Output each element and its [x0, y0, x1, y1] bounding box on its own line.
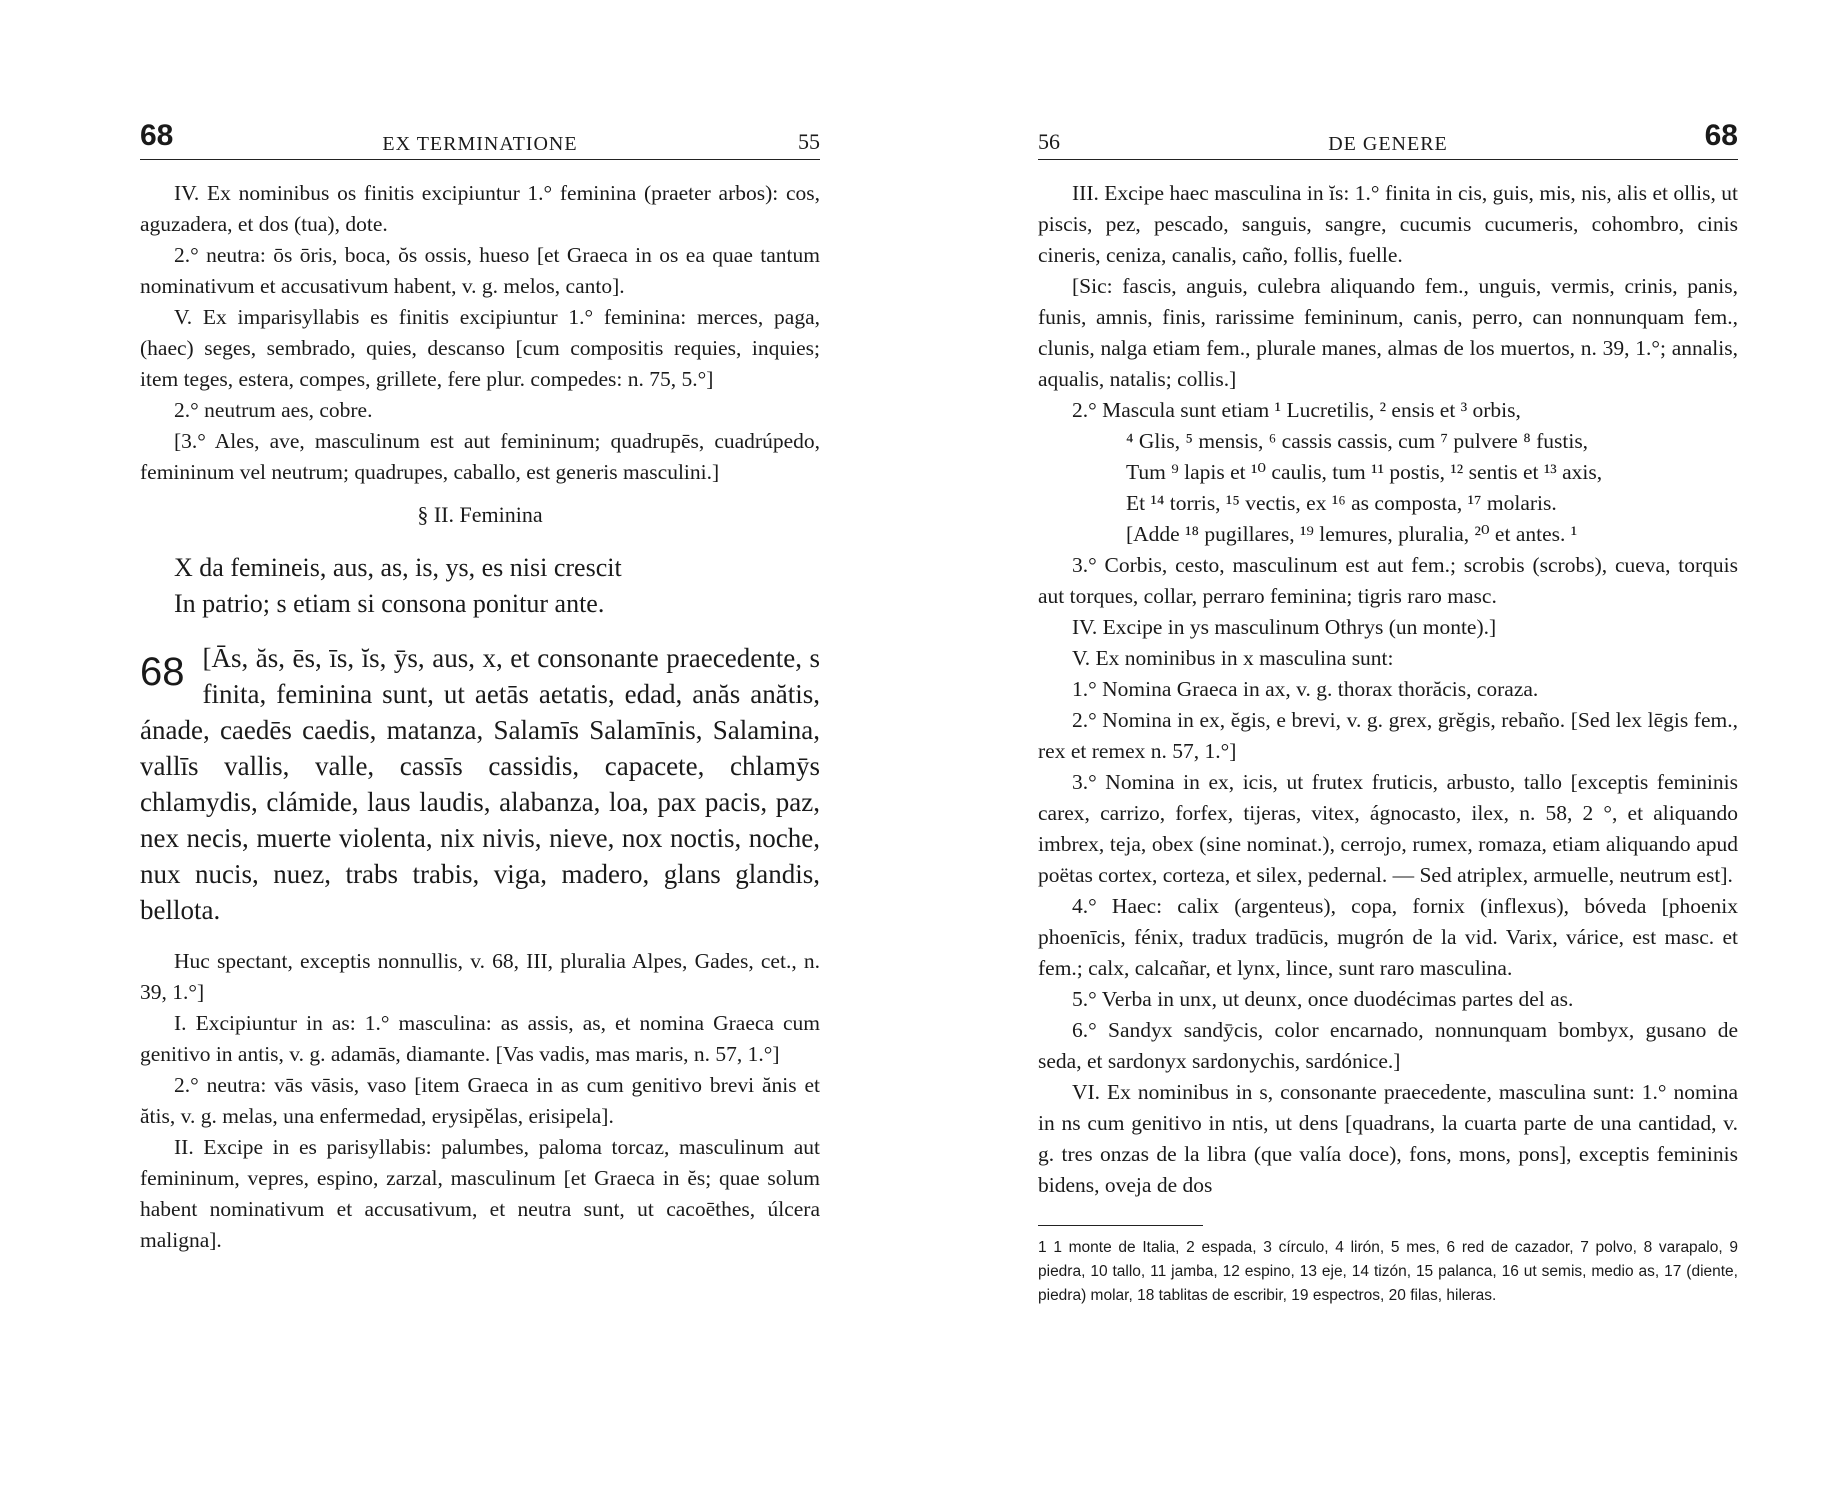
paragraph: IV. Excipe in ys masculinum Othrys (un monte).] [1072, 615, 1497, 639]
verse-line: 2.° Mascula sunt etiam ¹ Lucretilis, ² ensis et ³ orbis, [1072, 398, 1521, 422]
rule-block [140, 640, 820, 928]
paragraph: [Sic: fascis, anguis, culebra aliquando fem., unguis, vermis, crinis, panis, funis, amnis, finis, rarissime femininum, canis, perro, can nonnunquam fem., clunis, nalga etiam fem., plurale manes, almas de los muertos, n. 39, 1.°; annalis, aqualis, natalis; collis.] [1038, 274, 1738, 391]
paragraph: 2.° Nomina in ex, ĕgis, e brevi, v. g. grex, grĕgis, rebaño. [Sed lex lēgis fem., rex et remex n. 57, 1.°] [1038, 708, 1738, 763]
paragraph: 1.° Nomina Graeca in ax, v. g. thorax thorăcis, coraza. [1072, 677, 1539, 701]
paragraph: 2.° neutrum aes, cobre. [174, 398, 373, 422]
paragraph: Huc spectant, exceptis nonnullis, v. 68, III, pluralia Alpes, Gades, cet., n. 39, 1.°] [140, 949, 820, 1004]
paragraph: 2.° neutra: ōs ōris, boca, ŏs ossis, hueso [et Graeca in os ea quae tantum nominativum et accusativum habent, v. g. melos, canto]. [140, 243, 820, 298]
paragraph: III. Excipe haec masculina in ĭs: 1.° finita in cis, guis, mis, nis, alis et ollis, ut piscis, pez, pescado, sanguis, sangre, cucumis cucumeris, cohombro, cinis cineris, ceniza, canalis, caño, follis, fuelle. [1038, 181, 1738, 267]
right-running-title: DE GENERE [1328, 133, 1448, 155]
exceptions-block [140, 946, 820, 1256]
right-section-number: 68 [1704, 119, 1738, 152]
left-column [140, 119, 820, 1256]
paragraph: [3.° Ales, ave, masculinum est aut femininum; quadrupēs, cuadrúpedo, femininum vel neutrum; quadrupes, caballo, est generis masculini.] [140, 429, 820, 484]
left-section-number: 68 [140, 119, 174, 152]
paragraph: 6.° Sandyx sandȳcis, color encarnado, nonnunquam bombyx, gusano de seda, et sardonyx sardonychis, sardónice.] [1038, 1018, 1738, 1073]
paragraph: 5.° Verba in unx, ut deunx, once duodécimas partes del as. [1072, 987, 1574, 1011]
paragraph: VI. Ex nominibus in s, consonante praecedente, masculina sunt: 1.° nomina in ns cum genitivo in ntis, ut dens [quadrans, la cuarta parte de una cantidad, v. g. tres onzas de la libra (que valía doce), fons, mons, pons], exceptis femininis bidens, oveja de dos [1038, 1080, 1738, 1197]
paragraph: 2.° neutra: vās vāsis, vaso [item Graeca in as cum genitivo brevi ănis et ătis, v. g. melas, una enfermedad, erysipĕlas, erisipela]. [140, 1073, 820, 1128]
mnemonic-verse-list [1038, 395, 1738, 550]
left-running-title: EX TERMINATIONE [382, 133, 578, 155]
footnote-divider [1038, 1225, 1203, 1226]
paragraph: V. Ex imparisyllabis es finitis excipiuntur 1.° feminina: merces, paga, (haec) seges, sembrado, quies, descanso [cum compositis requies, inquies; item teges, estera, compes, grillete, fere plur. compedes: n. 75, 5.°] [140, 305, 820, 391]
paragraph: 3.° Corbis, cesto, masculinum est aut fem.; scrobis (scrobs), cueva, torquis aut torques, collar, perraro feminina; tigris raro masc. [1038, 553, 1738, 608]
verse-line: [Adde ¹⁸ pugillares, ¹⁹ lemures, pluralia, ²⁰ et antes. ¹ [1126, 522, 1578, 546]
footnote: 1 1 monte de Italia, 2 espada, 3 círculo, 4 lirón, 5 mes, 6 red de cazador, 7 polvo, 8 varapalo, 9 piedra, 10 tallo, 11 jamba, 12 espino, 13 eje, 14 tizón, 15 palanca, 16 ut semis, medio as, 17 (diente, piedra) molar, 18 tablitas de escribir, 19 espectros, 20 filas, hileras. [1038, 1239, 1738, 1304]
verse-line: X da femineis, aus, as, is, ys, es nisi crescit [174, 553, 622, 582]
verse-line: In patrio; s etiam si consona ponitur ante. [174, 589, 605, 618]
paragraph: II. Excipe in es parisyllabis: palumbes, paloma torcaz, masculinum aut femininum, vepres, espino, zarzal, masculinum [et Graeca in ĕs; quae solum habent nominativum et accusativum, et neutra sunt, ut cacoēthes, úlcera maligna]. [140, 1135, 820, 1252]
verse-line: ⁴ Glis, ⁵ mensis, ⁶ cassis cassis, cum ⁷ pulvere ⁸ fustis, [1126, 429, 1589, 453]
verse-line: Tum ⁹ lapis et ¹⁰ caulis, tum ¹¹ postis, ¹² sentis et ¹³ axis, [1126, 460, 1603, 484]
verse-line: Et ¹⁴ torris, ¹⁵ vectis, ex ¹⁶ as composta, ¹⁷ molaris. [1126, 491, 1557, 515]
rule-text: [Ās, ăs, ēs, īs, ĭs, ȳs, aus, x, et consonante praecedente, s finita, feminina sunt, ut aetās aetatis, edad, anăs anătis, ánade, caedēs caedis, matanza, Salamīs Salamīnis, Salamina, vallīs vallis, valle, cassīs cassidis, capacete, chlamȳs chlamydis, clámide, laus laudis, alabanza, loa, pax pacis, paz, nex necis, muerte violenta, nix nivis, nieve, nox noctis, noche, nux nucis, nuez, trabs trabis, viga, madero, glans glandis, bellota. [140, 643, 820, 925]
left-header [140, 119, 820, 160]
right-column [1038, 119, 1738, 1308]
right-header [1038, 119, 1738, 160]
paragraph: IV. Ex nominibus os finitis excipiuntur 1.° feminina (praeter arbos): cos, aguzadera, et dos (tua), dote. [140, 181, 820, 236]
paragraph: V. Ex nominibus in x masculina sunt: [1072, 646, 1394, 670]
paragraph: I. Excipiuntur in as: 1.° masculina: as assis, as, et nomina Graeca cum genitivo in antis, v. g. adamās, diamante. [Vas vadis, mas maris, n. 57, 1.°] [140, 1011, 820, 1066]
mnemonic-verse [174, 550, 820, 622]
paragraph: 4.° Haec: calix (argenteus), copa, fornix (inflexus), bóveda [phoenix phoenīcis, fénix, tradux tradūcis, mugrón de la vid. Varix, várice, est masc. et fem.; calx, calcañar, et lynx, lince, sunt raro masculina. [1038, 894, 1738, 980]
paragraph: 3.° Nomina in ex, icis, ut frutex fruticis, arbusto, tallo [exceptis femininis carex, carrizo, forfex, tijeras, vitex, ágnocasto, ilex, n. 58, 2 °, et aliquando imbrex, teja, obex (sine nominat.), cerrojo, rumex, romaza, etiam aliquando apud poëtas cortex, corteza, et silex, pedernal. — Sed atriplex, armuelle, neutrum est]. [1038, 770, 1738, 887]
rule-number: 68 [140, 650, 185, 694]
left-page-number: 55 [798, 129, 820, 154]
section-title: § II. Feminina [417, 502, 543, 527]
left-body [140, 178, 820, 1256]
right-page-number: 56 [1038, 129, 1060, 154]
right-body [1038, 178, 1738, 1308]
